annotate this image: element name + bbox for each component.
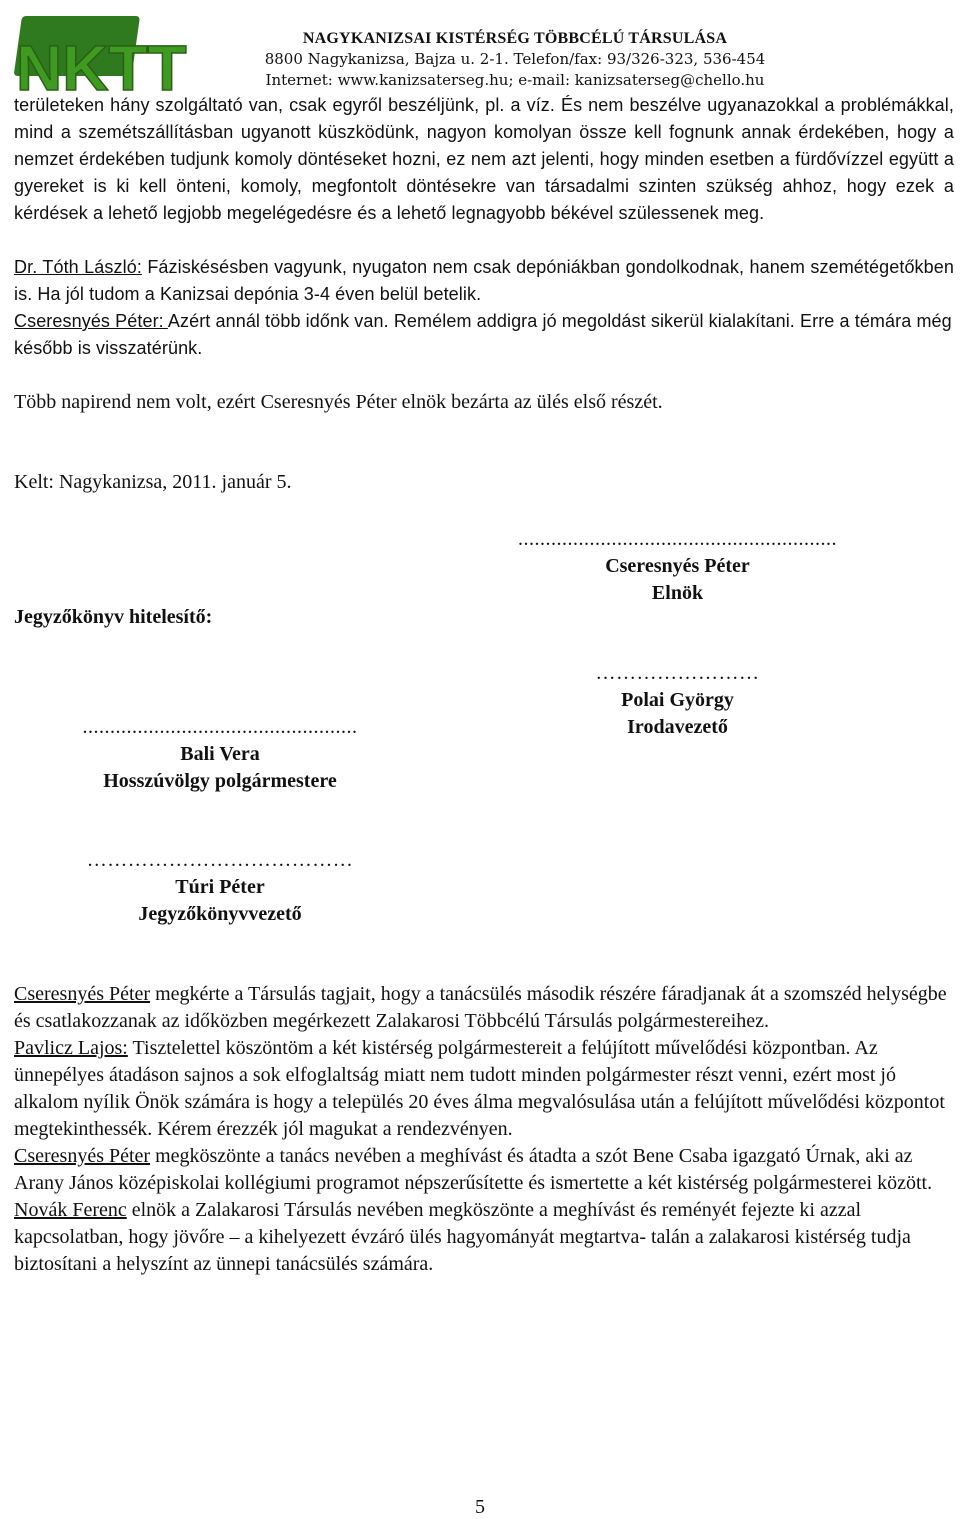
speaker-cseresnyes: Cseresnyés Péter: bbox=[14, 311, 168, 331]
signature-office bbox=[540, 660, 815, 741]
authenticator-label: Jegyzőkönyv hitelesítő: bbox=[14, 606, 213, 628]
organization-name: NAGYKANIZSAI KISTÉRSÉG TÖBBCÉLÚ TÁRSULÁSA bbox=[302, 30, 728, 47]
mayor-title: Hosszúvölgy polgármestere bbox=[103, 770, 337, 792]
signature-line: .......................................................... bbox=[518, 528, 837, 550]
text-thanks: megköszönte a tanács nevében a meghívást és átadta a szót Bene Csaba igazgató Úrnak, aki az Arany János középiskolai kollégiumi programot népszerűsítette és ismertette a két kistérség polgármesterei között. bbox=[14, 1145, 933, 1194]
organization-contact: Internet: www.kanizsaterseg.hu; e-mail: kanizsaterseg@chello.hu bbox=[265, 71, 765, 89]
speaker-novak: Novák Ferenc bbox=[14, 1199, 127, 1221]
speaker-toth: Dr. Tóth László: bbox=[14, 257, 142, 277]
signature-line: .................................................. bbox=[82, 716, 358, 738]
text-invitation: megkérte a Társulás tagjait, hogy a tanácsülés második részére fáradjanak át a szomszéd helységbe és csatlakozzanak az időközben megérkezett Zalakarosi Többcélú Társulás polgármestereihez. bbox=[14, 983, 947, 1032]
page-number: 5 bbox=[475, 1496, 485, 1518]
speaker-cseresnyes: Cseresnyés Péter bbox=[14, 1145, 151, 1167]
paragraph-toth bbox=[14, 254, 954, 308]
text-cseresnyes: Azért annál több időnk van. Remélem addigra jó megoldást sikerül kialakítani. Erre a témára még később is visszatérünk. bbox=[14, 311, 952, 358]
office-title: Irodavezető bbox=[627, 716, 728, 738]
paragraph-cseresnyes-reply bbox=[14, 308, 954, 362]
mayor-name: Bali Vera bbox=[180, 743, 260, 765]
signature-clerk bbox=[60, 847, 380, 928]
authenticator-label-block bbox=[14, 604, 212, 631]
paragraph-novak bbox=[14, 1197, 954, 1278]
signature-mayor bbox=[60, 714, 380, 795]
second-part bbox=[14, 981, 954, 1278]
speaker-cseresnyes: Cseresnyés Péter bbox=[14, 983, 151, 1005]
nktt-logo bbox=[6, 2, 187, 104]
paragraph-invitation bbox=[14, 981, 954, 1035]
date-place: Kelt: Nagykanizsa, 2011. január 5. bbox=[14, 471, 292, 493]
signature-chair bbox=[505, 526, 850, 607]
clerk-title: Jegyzőkönyvvezető bbox=[138, 903, 302, 925]
letterhead bbox=[205, 28, 825, 91]
speaker-pavlicz: Pavlicz Lajos: bbox=[14, 1037, 128, 1059]
text-toth: Fáziskésésben vagyunk, nyugaton nem csak depóniákban gondolkodnak, hanem szemétégetőkben is. Ha jól tudom a Kanizsai depónia 3-4 éven belül betelik. bbox=[14, 257, 954, 304]
office-name: Polai György bbox=[621, 689, 734, 711]
logo-block bbox=[14, 16, 187, 104]
logo-letters: NKTT bbox=[16, 32, 187, 104]
signature-line: …………………… bbox=[595, 662, 760, 684]
organization-address: 8800 Nagykanizsa, Bajza u. 2-1. Telefon/fax: 93/326-323, 536-454 bbox=[264, 50, 766, 68]
signature-line: ………………………………… bbox=[86, 849, 354, 871]
chair-title: Elnök bbox=[651, 582, 704, 604]
paragraph-thanks bbox=[14, 1143, 954, 1197]
closing-statement: Több napirend nem volt, ezért Cseresnyés Péter elnök bezárta az ülés első részét. bbox=[14, 391, 663, 413]
paragraph-pavlicz bbox=[14, 1035, 954, 1143]
clerk-name: Túri Péter bbox=[175, 876, 265, 898]
text-pavlicz: Tisztelettel köszöntöm a két kistérség polgármestereit a felújított művelődési központban. Az ünnepélyes átadáson sajnos a sok elfoglaltság miatt nem tudott minden polgármester részt venni, ezért most jó alkalom nyílik Önök számára is hogy a település 20 éves álma megvalósulása után a felújított művelődési központot megtekinthessék. Kérem érezzék jól magukat a rendezvényen. bbox=[14, 1037, 945, 1140]
paragraph-continuation: területeken hány szolgáltató van, csak egyről beszéljünk, pl. a víz. És nem beszélve ugyanazokkal a problémákkal, mind a szemétszállításban ugyanott küszködünk, nagyon komolyan össze kell fognunk annak érdekében, hogy a nemzet érdekében tudjunk komoly döntéseket hozni, ez nem azt jelenti, hogy minden esetben a fürdővízzel együtt a gyereket is ki kell önteni, komoly, megfontolt döntésekre van társadalmi szinten szükség ahhoz, hogy ezek a kérdések a lehető legjobb megelégedésre és a lehető legnagyobb békével szülessenek meg. bbox=[14, 95, 954, 223]
chair-name: Cseresnyés Péter bbox=[605, 555, 750, 577]
text-novak: elnök a Zalakarosi Társulás nevében megköszönte a meghívást és reményét fejezte ki azzal kapcsolatban, hogy jövőre – a kihelyezett évzáró ülés hagyományát megtartva- talán a zalakarosi kistérség tudja biztosítani a helyszínt az ünnepi tanácsülés számára. bbox=[14, 1199, 911, 1275]
